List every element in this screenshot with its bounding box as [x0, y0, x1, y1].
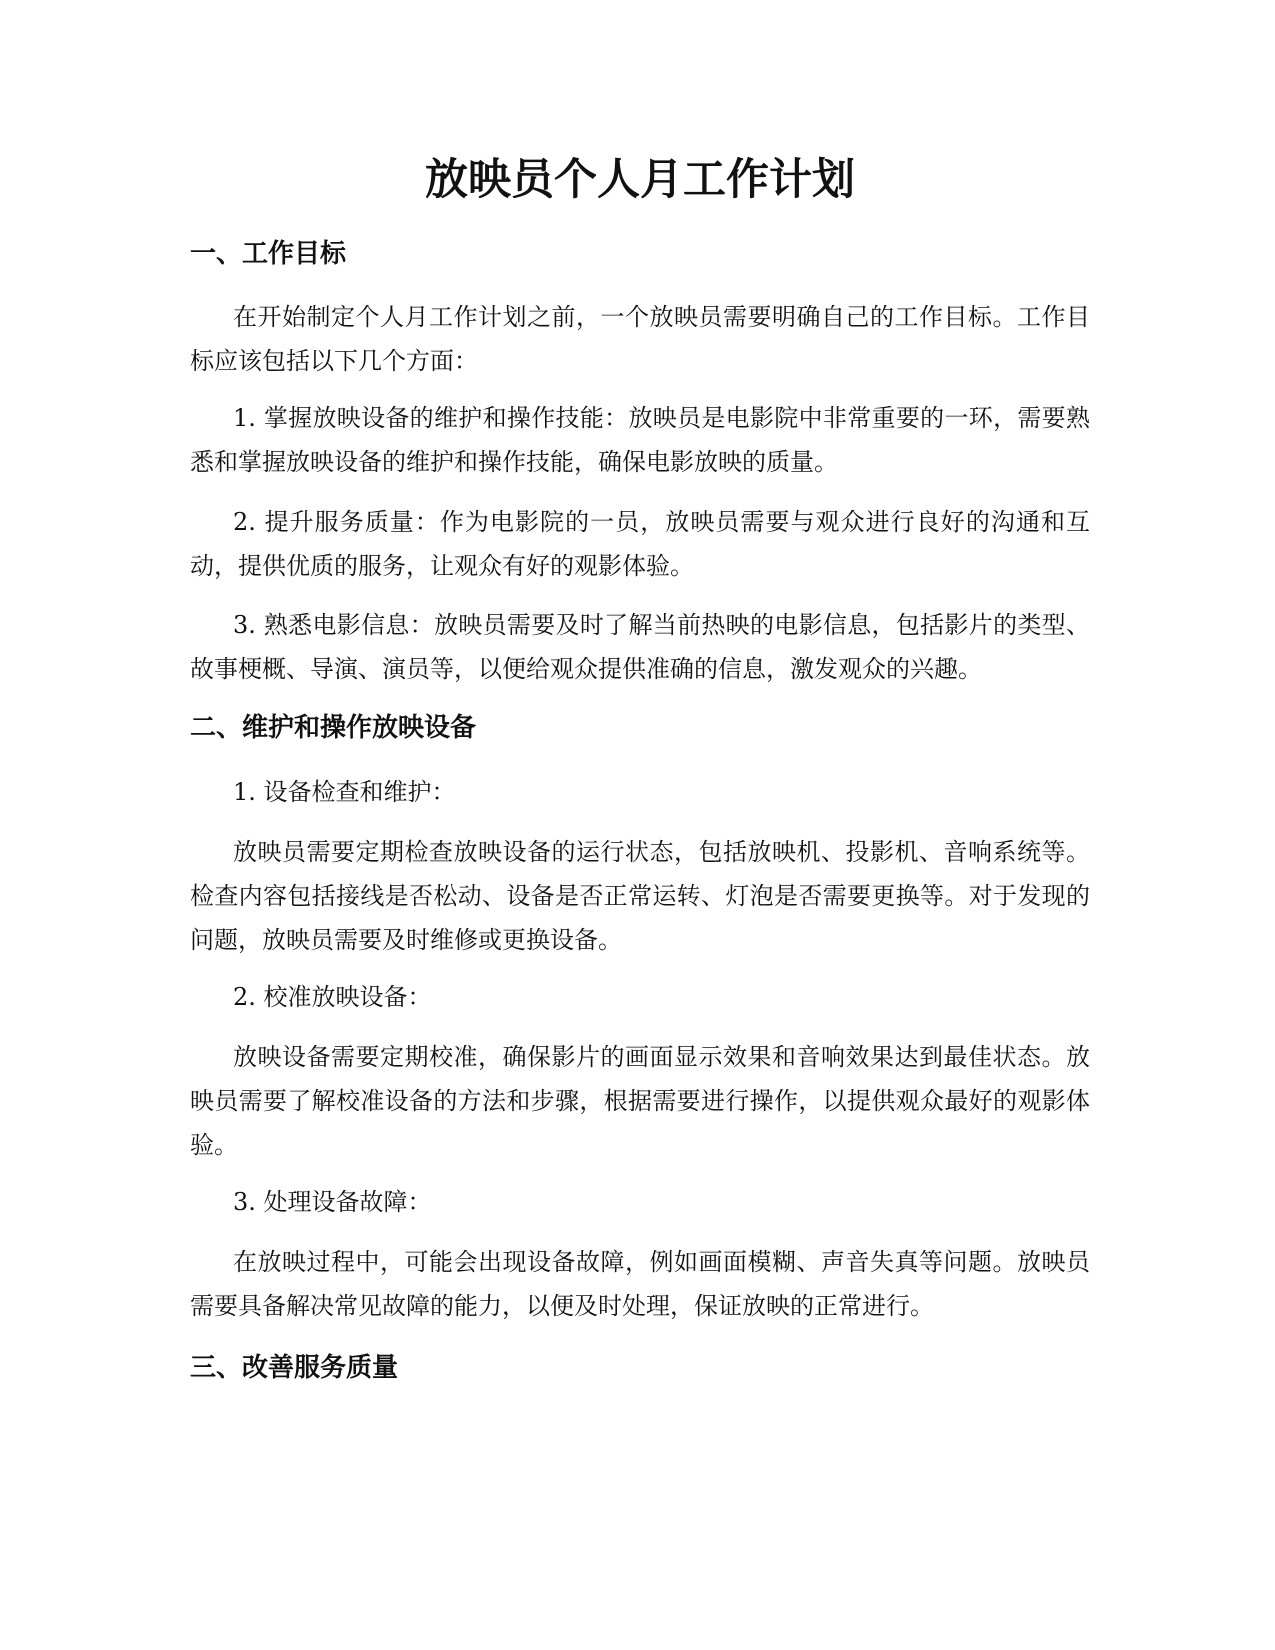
paragraph-equipment-calibration: 放映设备需要定期校准，确保影片的画面显示效果和音响效果达到最佳状态。放映员需要了解校准设备的方法和步骤，根据需要进行操作，以提供观众最好的观影体验。 [190, 1043, 1090, 1159]
section-heading-service: 三、改善服务质量 [190, 1353, 399, 1383]
subheading-equipment-calibration: 2. 校准放映设备： [233, 983, 432, 1011]
paragraph-goals-intro: 在开始制定个人月工作计划之前，一个放映员需要明确自己的工作目标。工作目标应该包括以下几个方面： [190, 303, 1090, 375]
paragraph-goal-item-2: 2. 提升服务质量：作为电影院的一员，放映员需要与观众进行良好的沟通和互动，提供优质的服务，让观众有好的观影体验。 [190, 508, 1090, 580]
subheading-equipment-check: 1. 设备检查和维护： [233, 778, 456, 806]
page-title: 放映员个人月工作计划 [425, 155, 855, 205]
section-heading-equipment: 二、维护和操作放映设备 [190, 713, 477, 743]
paragraph-goal-item-1: 1. 掌握放映设备的维护和操作技能：放映员是电影院中非常重要的一环，需要熟悉和掌握放映设备的维护和操作技能，确保电影放映的质量。 [190, 404, 1090, 476]
paragraph-goal-item-3: 3. 熟悉电影信息：放映员需要及时了解当前热映的电影信息，包括影片的类型、故事梗概、导演、演员等，以便给观众提供准确的信息，激发观众的兴趣。 [190, 611, 1090, 683]
paragraph-equipment-check: 放映员需要定期检查放映设备的运行状态，包括放映机、投影机、音响系统等。检查内容包括接线是否松动、设备是否正常运转、灯泡是否需要更换等。对于发现的问题，放映员需要及时维修或更换设备。 [190, 838, 1090, 954]
section-heading-goals: 一、工作目标 [190, 239, 347, 269]
subheading-equipment-fault: 3. 处理设备故障： [233, 1188, 432, 1216]
paragraph-equipment-fault: 在放映过程中，可能会出现设备故障，例如画面模糊、声音失真等问题。放映员需要具备解决常见故障的能力，以便及时处理，保证放映的正常进行。 [190, 1248, 1090, 1320]
